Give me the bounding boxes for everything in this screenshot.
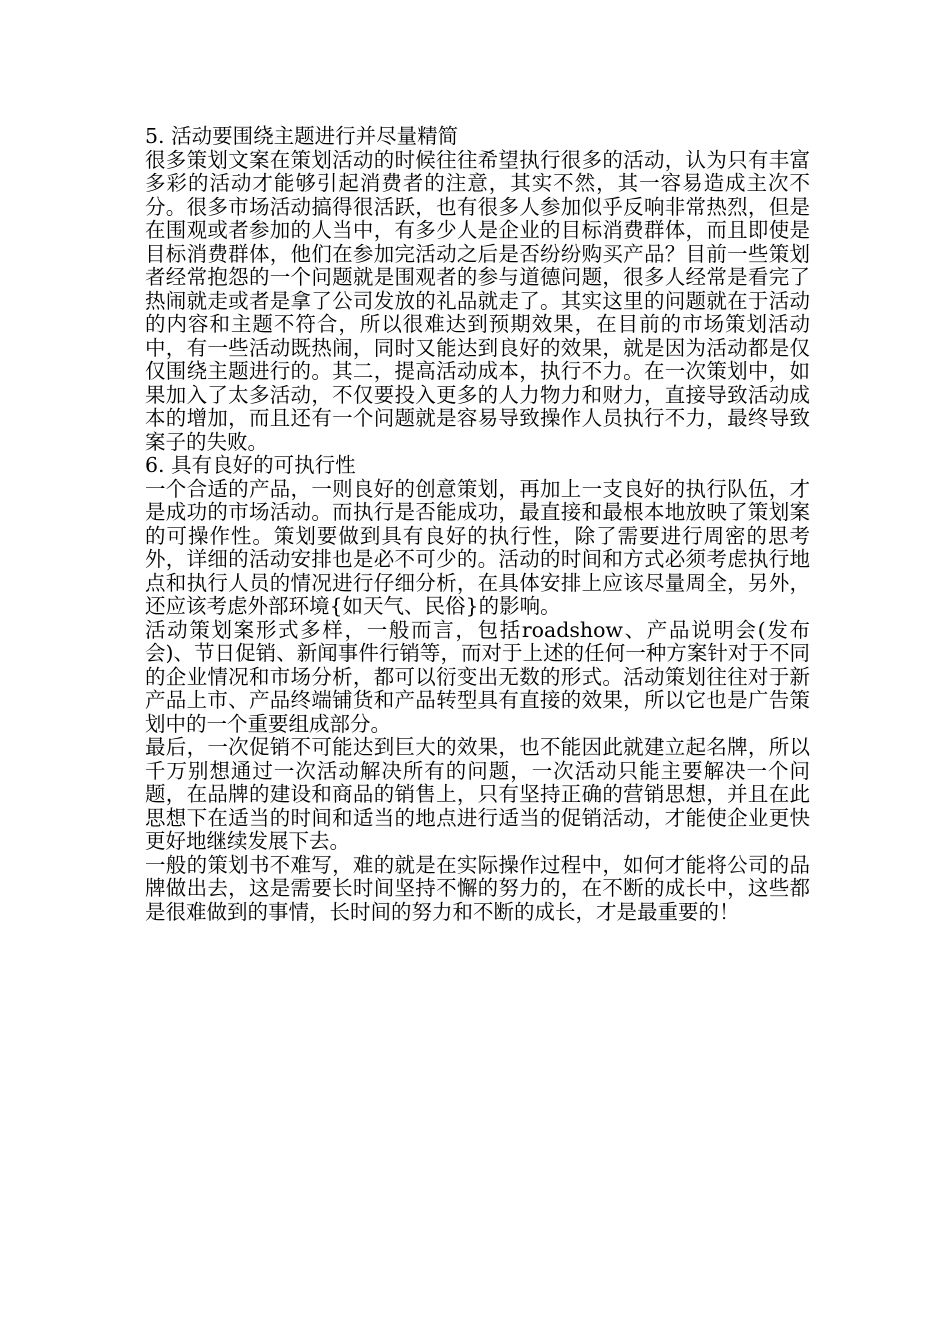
section-5-heading: 5. 活动要围绕主题进行并尽量精简 — [145, 124, 459, 148]
section-6-paragraph-4: 一般的策划书不难写，难的就是在实际操作过程中，如何才能将公司的品牌做出去，这是需要长时间坚持不懈的努力的，在不断的成长中，这些都是很难做到的事情，长时间的努力和不断的成长，才是最重要的！ — [145, 852, 810, 924]
section-6-paragraph-1: 一个合适的产品，一则良好的创意策划，再加上一支良好的执行队伍，才是成功的市场活动。而执行是否能成功，最直接和最根本地放映了策划案的可操作性。策划要做到具有良好的执行性，除了需要进行周密的思考外，详细的活动安排也是必不可少的。活动的时间和方式必须考虑执行地点和执行人员的情况进行仔细分析，在具体安排上应该尽量周全，另外，还应该考虑外部环境{如天气、民俗}的影响。 — [145, 476, 810, 618]
section-6-paragraph-3: 最后，一次促销不可能达到巨大的效果，也不能因此就建立起名牌，所以千万别想通过一次活动解决所有的问题，一次活动只能主要解决一个问题，在品牌的建设和商品的销售上，只有坚持正确的营销思想，并且在此思想下在适当的时间和适当的地点进行适当的促销活动，才能使企业更快更好地继续发展下去。 — [145, 735, 810, 853]
section-6-heading: 6. 具有良好的可执行性 — [145, 453, 356, 477]
section-5-paragraph-1: 很多策划文案在策划活动的时候往往希望执行很多的活动，认为只有丰富多彩的活动才能够引起消费者的注意，其实不然，其一容易造成主次不分。很多市场活动搞得很活跃，也有很多人参加似乎反响非常热烈，但是在围观或者参加的人当中，有多少人是企业的目标消费群体，而且即使是目标消费群体，他们在参加完活动之后是否纷纷购买产品？目前一些策划者经常抱怨的一个问题就是围观者的参与道德问题，很多人经常是看完了热闹就走或者是拿了公司发放的礼品就走了。其实这里的问题就在于活动的内容和主题不符合，所以很难达到预期效果，在目前的市场策划活动中，有一些活动既热闹，同时又能达到良好的效果，就是因为活动都是仅仅围绕主题进行的。其二，提高活动成本，执行不力。在一次策划中，如果加入了太多活动，不仅要投入更多的人力物力和财力，直接导致活动成本的增加，而且还有一个问题就是容易导致操作人员执行不力，最终导致案子的失败。 — [145, 147, 810, 454]
section-6-paragraph-2: 活动策划案形式多样，一般而言，包括roadshow、产品说明会(发布会)、节日促销、新闻事件行销等，而对于上述的任何一种方案针对于不同的企业情况和市场分析，都可以衍变出无数的形式。活动策划往往对于新产品上市、产品终端铺货和产品转型具有直接的效果，所以它也是广告策划中的一个重要组成部分。 — [145, 617, 810, 736]
document-page — [145, 125, 810, 924]
